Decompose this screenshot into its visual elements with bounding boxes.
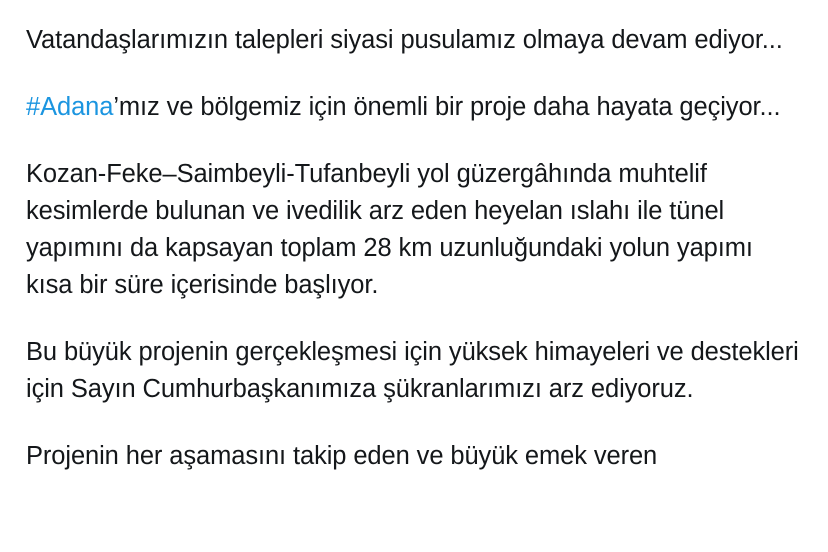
hashtag-link-adana[interactable]: #Adana xyxy=(26,93,114,121)
paragraph-adana xyxy=(26,89,802,126)
paragraph-truncated: Projenin her aşamasını takip eden ve büyük emek veren xyxy=(26,442,658,470)
paragraph-thanks: Bu büyük projenin gerçekleşmesi için yüksek himayeleri ve destekleri için Sayın Cumhurbaşkanımıza şükranlarımızı arz ediyoruz. xyxy=(26,338,806,403)
paragraph-adana-text: ’mız ve bölgemiz için önemli bir proje daha hayata geçiyor... xyxy=(113,93,781,121)
paragraph-project-details: Kozan-Feke–Saimbeyli-Tufanbeyli yol güzergâhında muhtelif kesimlerde bulunan ve ivedilik arz eden heyelan ıslahı ile tünel yapımını da kapsayan toplam 28 km uzunluğundaki yolun yapımı kısa bir süre içerisinde başlıyor. xyxy=(26,160,760,299)
paragraph-intro: Vatandaşlarımızın talepleri siyasi pusulamız olmaya devam ediyor... xyxy=(26,26,783,54)
